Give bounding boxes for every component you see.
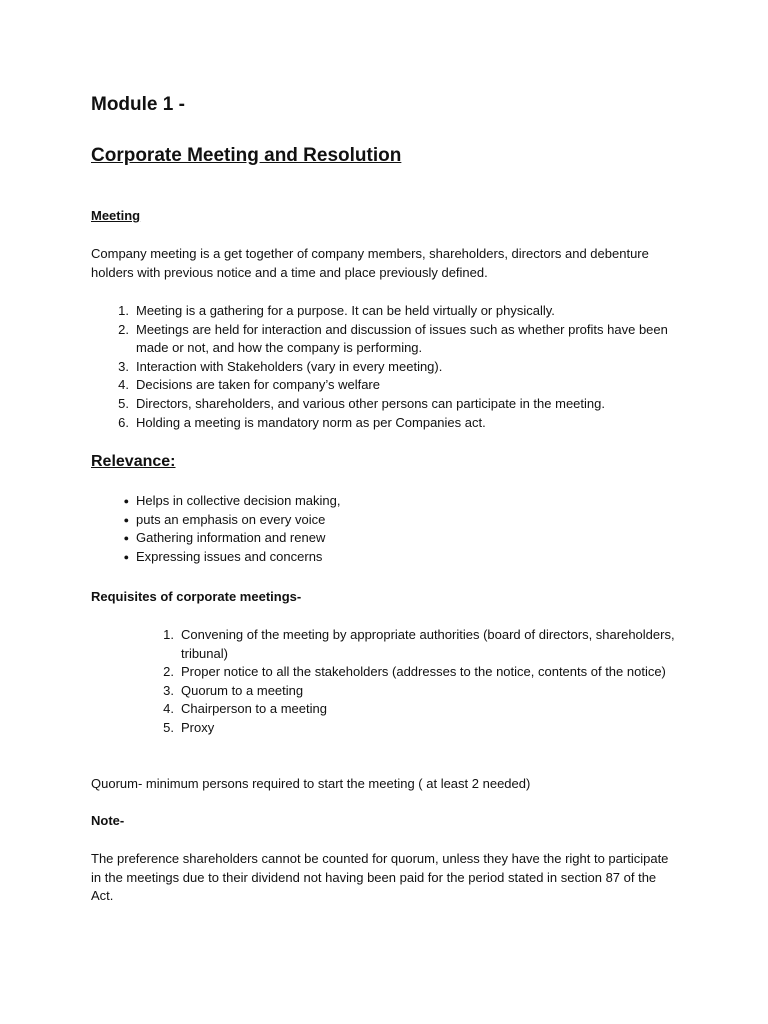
list-item [136,719,676,738]
list-item-text: Proper notice to all the stakeholders (addresses to the notice, contents of the notice) [181,664,666,680]
list-item [91,302,691,321]
quorum-paragraph: Quorum- minimum persons required to start the meeting ( at least 2 needed) [91,776,531,791]
list-item-text: Proxy [181,719,215,735]
list-item [91,395,691,414]
requisites-list [136,626,676,738]
list-item-number: 4. [163,701,174,717]
bullet-dot-icon: ● [123,551,129,562]
list-item-number: 5. [118,395,129,411]
meeting-heading: Meeting [91,208,141,223]
list-item-text: Interaction with Stakeholders (vary in every meeting). [136,358,443,374]
list-item [136,663,676,682]
bullet-item [91,548,691,567]
list-item-text: Quorum to a meeting [181,682,304,698]
list-item-number: 3. [118,358,129,374]
bullet-dot-icon: ● [123,496,129,506]
list-item-text: Meeting is a gathering for a purpose. It can be held virtually or physically. [136,303,555,318]
module-heading: Module 1 - [91,94,185,115]
requisites-heading: Requisites of corporate meetings- [91,589,302,604]
list-item [136,626,676,663]
list-item-text: Decisions are taken for company’s welfare [136,377,380,393]
list-item-text: Holding a meeting is mandatory norm as per Companies act. [136,414,486,430]
bullet-item-text: puts an emphasis on every voice [136,511,326,527]
list-item-number: 2. [163,664,174,680]
meeting-intro-paragraph: Company meeting is a get together of company members, shareholders, directors and debenture holders with previous notice and a time and place previously defined. [91,246,649,280]
note-heading: Note- [91,813,125,828]
bullet-item [91,529,691,548]
bullet-item-text: Gathering information and renew [136,530,326,546]
list-item [91,321,691,358]
list-item-text: Directors, shareholders, and various other persons can participate in the meeting. [136,395,605,411]
meeting-points-list [91,302,691,432]
list-item-number: 1. [118,303,129,318]
list-item-text: Chairperson to a meeting [181,701,327,717]
list-item [136,682,676,701]
list-item-number: 1. [163,627,174,642]
list-item-number: 4. [118,377,129,393]
list-item-text: Convening of the meeting by appropriate authorities (board of directors, shareholders, tribunal) [181,627,675,661]
list-item-number: 3. [163,682,174,698]
bullet-item [91,492,691,511]
bullet-dot-icon: ● [123,533,129,544]
list-item [91,376,691,395]
list-item [91,414,691,433]
relevance-bullet-list [91,492,691,566]
list-item-number: 6. [118,414,129,430]
list-item-number: 2. [118,321,129,337]
list-item [91,358,691,377]
document-title: Corporate Meeting and Resolution [91,145,402,166]
note-paragraph: The preference shareholders cannot be counted for quorum, unless they have the right to participate in the meetings due to their dividend not having been paid for the period stated in section 87 of the Act. [91,851,669,904]
bullet-item-text: Helps in collective decision making, [136,493,341,508]
relevance-heading: Relevance: [91,453,176,470]
list-item [136,700,676,719]
list-item-text: Meetings are held for interaction and discussion of issues such as whether profits have been made or not, and how the company is performing. [136,321,668,356]
bullet-dot-icon: ● [123,514,129,525]
bullet-item [91,511,691,530]
bullet-item-text: Expressing issues and concerns [136,548,323,564]
list-item-number: 5. [163,719,174,735]
